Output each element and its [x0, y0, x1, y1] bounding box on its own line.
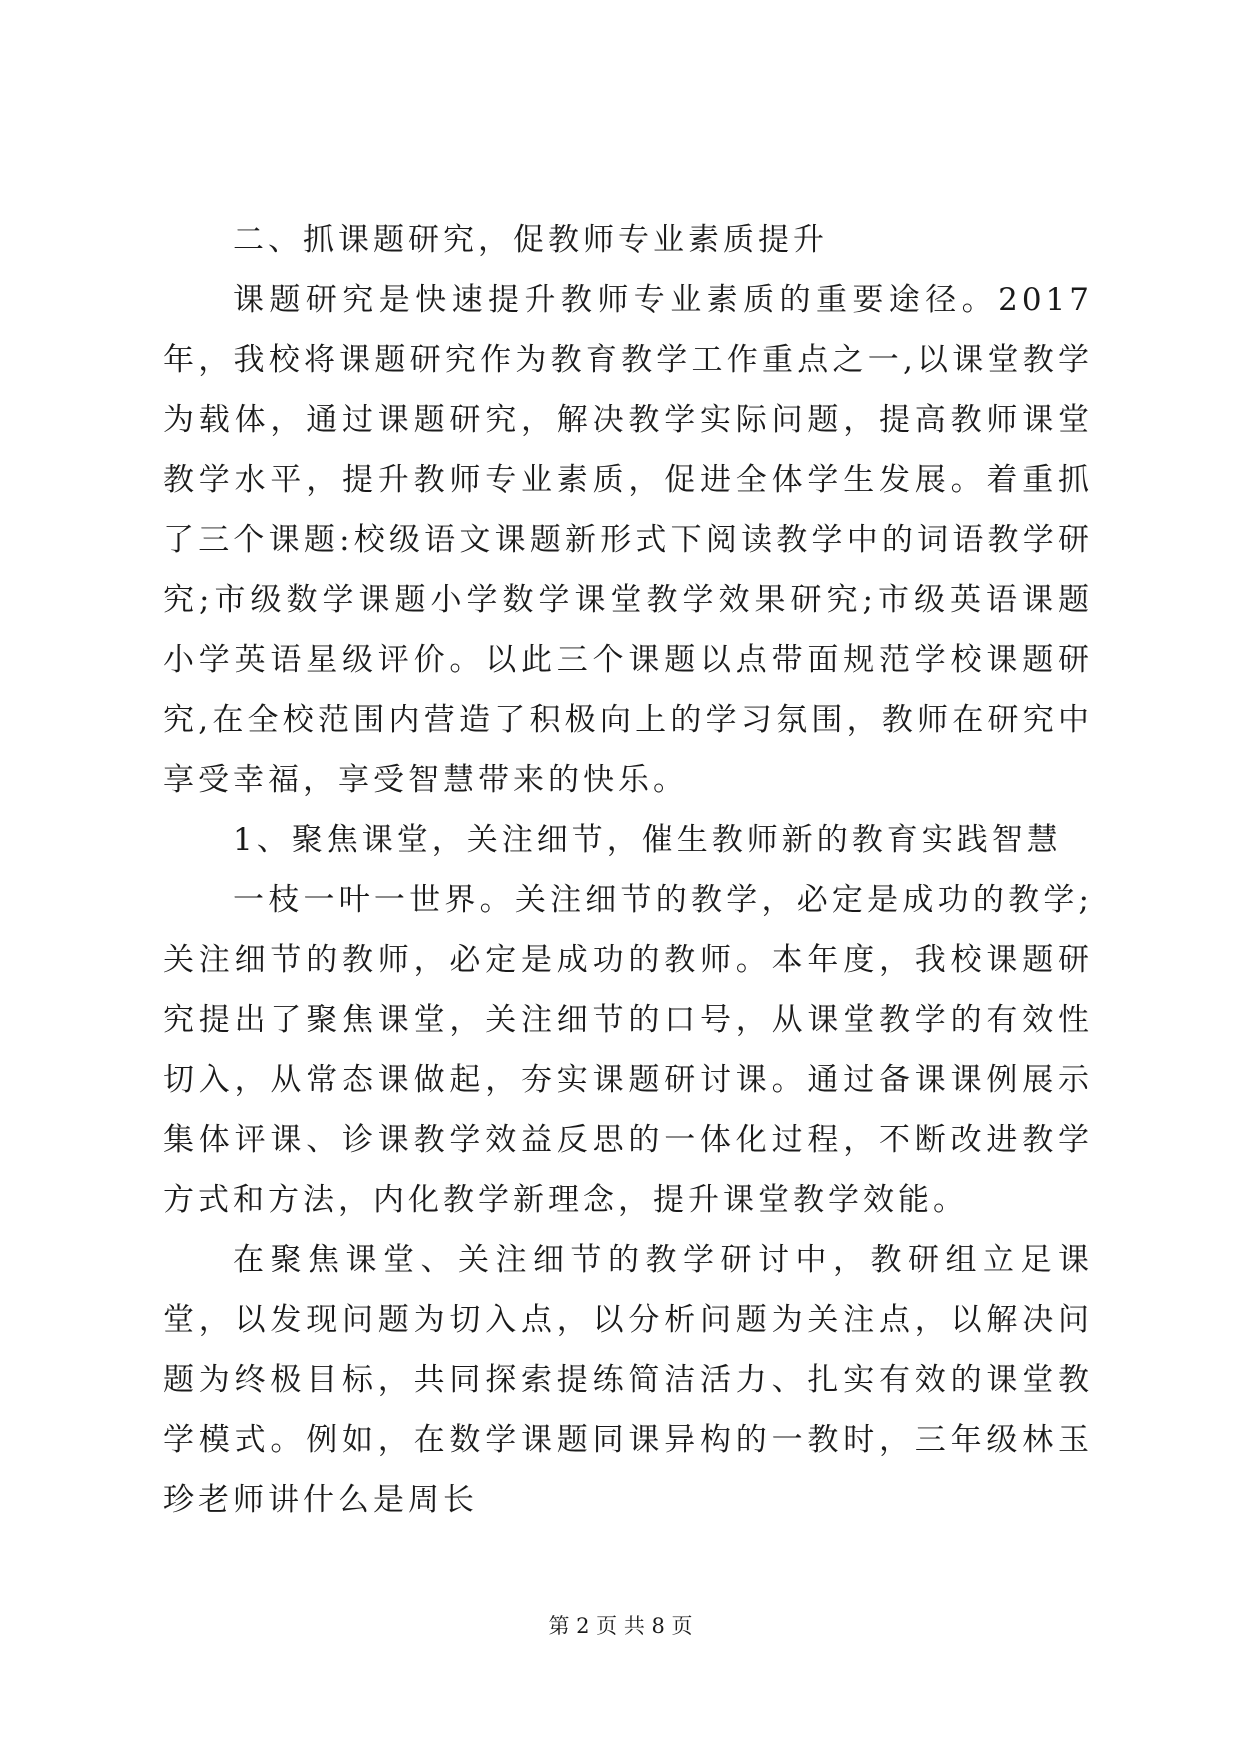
document-body	[163, 210, 1093, 1530]
page-footer	[0, 1610, 1241, 1640]
page-number: 第 2 页 共 8 页	[548, 1614, 693, 1638]
body-paragraph: 在聚焦课堂、关注细节的教学研讨中，教研组立足课堂，以发现问题为切入点，以分析问题为关注点，以解决问题为终极目标，共同探索提练简洁活力、扎实有效的课堂教学模式。例如，在数学课题同课异构的一教时，三年级林玉珍老师讲什么是周长	[163, 1242, 1093, 1518]
body-paragraph: 课题研究是快速提升教师专业素质的重要途径。2017年，我校将课题研究作为教育教学工作重点之一,以课堂教学为载体，通过课题研究，解决教学实际问题，提高教师课堂教学水平，提升教师专业素质，促进全体学生发展。着重抓了三个课题:校级语文课题新形式下阅读教学中的词语教学研究;市级数学课题小学数学课堂教学效果研究;市级英语课题小学英语星级评价。以此三个课题以点带面规范学校课题研究,在全校范围内营造了积极向上的学习氛围，教师在研究中享受幸福，享受智慧带来的快乐。	[163, 282, 1093, 798]
subsection-heading: 1、聚焦课堂，关注细节，催生教师新的教育实践智慧	[233, 822, 1062, 858]
section-heading: 二、抓课题研究，促教师专业素质提升	[233, 222, 828, 258]
body-paragraph: 一枝一叶一世界。关注细节的教学，必定是成功的教学;关注细节的教师，必定是成功的教师。本年度，我校课题研究提出了聚焦课堂，关注细节的口号，从课堂教学的有效性切入，从常态课做起，夯实课题研讨课。通过备课课例展示集体评课、诊课教学效益反思的一体化过程，不断改进教学方式和方法，内化教学新理念，提升课堂教学效能。	[163, 882, 1093, 1218]
